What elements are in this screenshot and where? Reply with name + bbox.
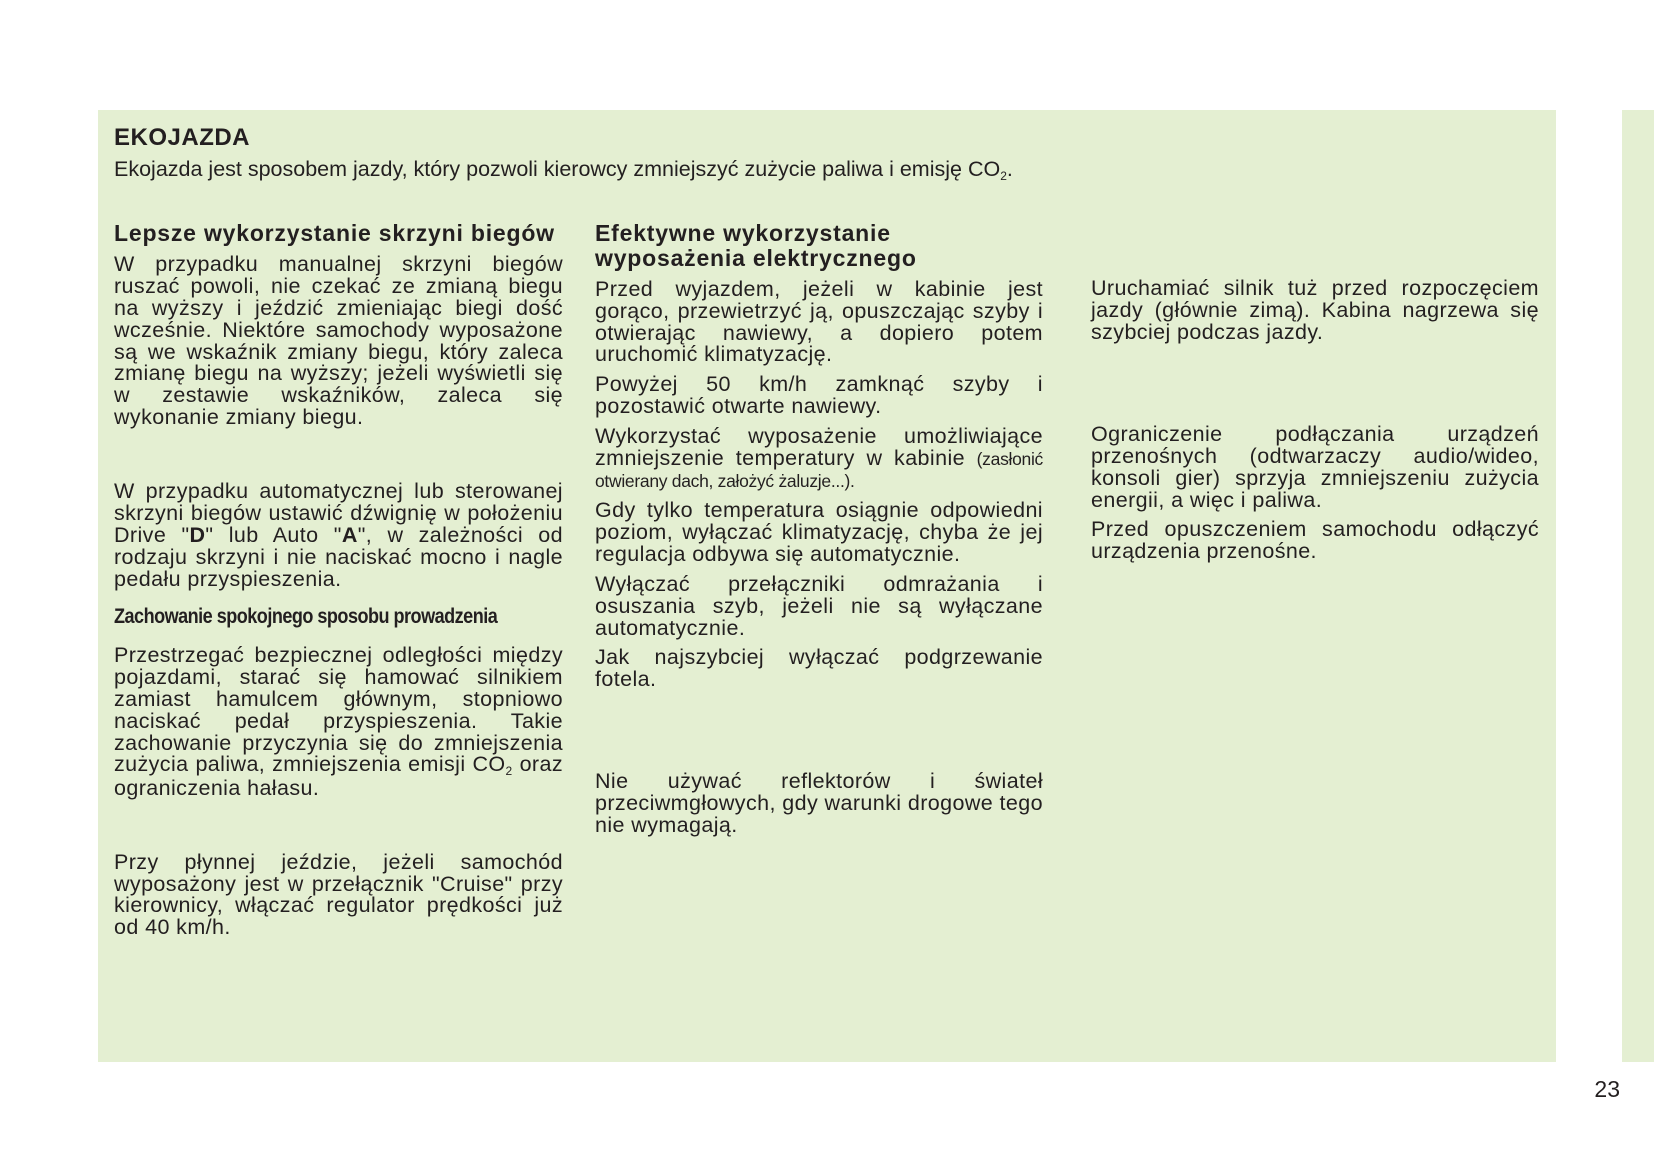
co2-subscript: 2	[505, 764, 513, 779]
side-tab-marker	[1622, 110, 1654, 1062]
content-panel	[98, 110, 1556, 1062]
automatic-text-a: W przypadku automatycznej lub sterowanej skrzyni biegów ustawić dźwignię w położeniu Drive "	[114, 479, 563, 548]
safe-distance-text-b: oraz ograniczenia hałasu.	[114, 752, 563, 800]
paragraph-automatic-gearbox	[114, 481, 563, 591]
paragraph-engine-start: Uruchamiać silnik tuż przed rozpoczęciem jazdy (głównie zimą). Kabina nagrzewa się szybciej podczas jazdy.	[1091, 276, 1539, 344]
page-number: 23	[1594, 1076, 1620, 1102]
paragraph-ventilate: Przed wyjazdem, jeżeli w kabinie jest gorąco, przewietrzyć ją, opuszczając szyby i otwierając nawiewy, a dopiero potem uruchomić klimatyzację.	[595, 276, 1043, 367]
reduce-temperature-note: (zasłonić otwierany dach, założyć żaluzje...).	[595, 449, 1044, 492]
intro-end: .	[1006, 157, 1013, 181]
paragraph-air-conditioning: Gdy tylko temperatura osiągnie odpowiedni poziom, wyłączać klimatyzację, chyba że jej regulacja odbywa się automatycznie.	[595, 497, 1043, 566]
paragraph-above-50: Powyżej 50 km/h zamknąć szyby i pozostawić otwarte nawiewy.	[595, 372, 1043, 419]
page-title: EKOJAZDA	[114, 124, 251, 151]
column-electrical	[595, 221, 1043, 845]
paragraph-disconnect-devices: Przed opuszczeniem samochodu odłączyć urządzenia przenośne.	[1091, 517, 1539, 564]
subheading-calm-driving: Zachowanie spokojnego sposobu prowadzenia	[114, 604, 498, 628]
intro-main: Ekojazda jest sposobem jazdy, który pozwoli kierowcy zmniejszyć zużycie paliwa i emisję CO	[114, 157, 1001, 181]
column-gearbox	[114, 221, 563, 947]
gear-drive-letter: D	[189, 523, 206, 548]
reduce-temperature-text: Wykorzystać wyposażenie umożliwiające zmniejszenie temperatury w kabinie	[595, 424, 1043, 471]
paragraph-fog-lights: Nie używać reflektorów i świateł przeciwmgłowych, gdy warunki drogowe tego nie wymagają.	[595, 769, 1043, 838]
paragraph-cruise-control: Przy płynnej jeździe, jeżeli samochód wyposażony jest w przełącznik "Cruise" przy kierownicy, włączać regulator prędkości już od 40 km/h.	[114, 849, 563, 940]
automatic-text-c: ", w zależności od rodzaju skrzyni i nie naciskać mocno i nagle pedału przyspieszenia.	[114, 523, 563, 591]
intro-subscript: 2	[1000, 169, 1007, 183]
paragraph-defrost: Wyłączać przełączniki odmrażania i osuszania szyb, jeżeli nie są wyłączane automatycznie.	[595, 571, 1043, 640]
automatic-text-b: " lub Auto "	[205, 523, 342, 548]
heading-electrical: Efektywne wykorzystanie wyposażenia elektrycznego	[595, 220, 917, 271]
gear-auto-letter: A	[341, 523, 358, 548]
paragraph-seat-heating: Jak najszybciej wyłączać podgrzewanie fotela.	[595, 645, 1043, 692]
heading-gearbox: Lepsze wykorzystanie skrzyni biegów	[114, 220, 555, 246]
safe-distance-text-a: Przestrzegać bezpiecznej odległości między pojazdami, starać się hamować silnikiem zamiast hamulcem głównym, stopniowo naciskać pedał przyspieszenia. Takie zachowanie przyczynia się do zmniejszenia zużycia paliwa, zmniejszenia emisji CO	[114, 642, 563, 777]
paragraph-portable-devices: Ograniczenie podłączania urządzeń przenośnych (odtwarzaczy audio/wideo, konsoli gier) sprzyja zmniejszeniu zużycia energii, a więc i paliwa.	[1091, 421, 1539, 512]
paragraph-reduce-temperature	[595, 426, 1043, 492]
column-other	[1091, 278, 1539, 571]
intro-text	[114, 156, 1013, 185]
paragraph-safe-distance	[114, 642, 563, 800]
paragraph-manual-gearbox: W przypadku manualnej skrzyni biegów ruszać powoli, nie czekać ze zmianą biegu na wyższy i jeździć zmieniając biegi dość wcześnie. Niektóre samochody wyposażone są we wskaźnik zmiany biegu, który zaleca zmianę biegu na wyższy; jeżeli wyświetli się w zestawie wskaźników, zaleca się wykonanie zmiany biegu.	[114, 251, 563, 430]
